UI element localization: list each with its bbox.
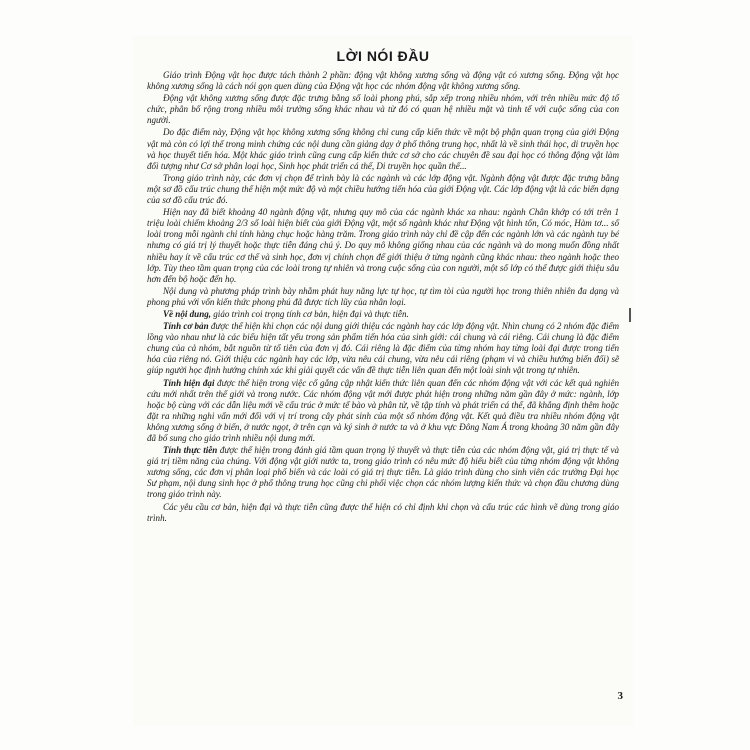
paragraph [147,445,619,500]
paragraph-text: Các yêu cầu cơ bản, hiện đại và thực tiễn cũng được thể hiện có chỉ định khi chọn và cấu trúc các hình vẽ dùng trong giáo trình. [147,501,619,523]
paragraph [147,93,619,126]
paragraph [147,321,619,376]
paragraph [147,286,619,308]
paragraph [147,207,619,285]
page-title: LỜI NÓI ĐẦU [336,48,430,64]
paragraph-text: Nội dung và phương pháp trình bày nhằm phát huy năng lực tự học, tự tìm tòi của người học trong thiên nhiên đa dạng và phong phú với vốn kiến thức phong phú đã được tích lũy của nhân loại. [147,285,619,307]
paragraph-text: Trong giáo trình này, các đơn vị chọn để trình bày là các ngành và các lớp động vật. Ngành động vật được đặc trưng bằng một sơ đồ cấu trúc chung thể hiện một mức độ và một chiều hướng tiến hóa của giới Động vật. Các lớp động vật là các biến dạng của sơ đồ cấu trúc đó. [147,172,619,206]
paragraph-lead: Tính cơ bản [163,321,209,332]
paragraph [147,173,619,206]
paragraph-text: giáo trình coi trọng tính cơ bản, hiện đại và thực tiễn. [211,308,409,319]
paragraph [147,378,619,445]
document-sheet [133,36,633,726]
paragraph-lead: Tính hiện đại [163,377,215,388]
paragraph-lead: Tính thực tiễn [163,445,218,456]
paragraph [147,502,619,524]
page-number: 3 [617,690,623,702]
paragraph-text: được thể hiện trong việc cố gắng cập nhật kiến thức liên quan đến các nhóm động vật với các kết quả nghiên cứu mới nhất trên thế giới và trong nước. Các nhóm động vật mới được phát hiện trong những năm gần đây ở mức: ngành, lớp hoặc bộ cùng với các dẫn liệu mới về cấu trúc ở mức tế bào và phân tử, về tập tính và phát triển cá thể, đã khẳng định thêm hoặc đặt ra những nghi vấn mới đối với vị trí trong cây phát sinh của một số nhóm động vật. Kết quả điều tra nhiều nhóm động vật không xương sống ở biển, ở nước ngọt, ở trên cạn và ký sinh ở nước ta và ở khu vực Đông Nam Á trong khoảng 30 năm gần đây đã bổ sung cho giáo trình nhiều nội dung mới. [147,377,619,443]
paragraph-lead: Về nội dung, [163,308,212,319]
paragraph [147,309,619,320]
paragraph [147,127,619,171]
paragraph-text: được thể hiện trong đánh giá tầm quan trọng lý thuyết và thực tiễn của các nhóm động vật, giá trị thực tế và giá trị tiềm năng của chúng. Với động vật giới nước ta, trong giáo trình có nêu mức độ hiểu biết của từng nhóm động vật không xương sống, các đơn vị phân loại phổ biến và các loài có giá trị thực tiễn. Là giáo trình dùng cho sinh viên các trường Đại học Sư phạm, nội dung sinh học ở phổ thông trung học cũng chi phối việc chọn các nhóm lượng kiến thức và chọn đầu chương dùng trong giáo trình này. [147,445,619,500]
paragraph-text: Động vật không xương sống được đặc trưng bằng số loài phong phú, sắp xếp trong nhiều nhóm, với trên nhiều mức độ tổ chức, phân bố rộng trong nhiều môi trường sống khác nhau và từ đó có quan hệ nhiều mặt và tinh tế với cuộc sống của con người. [147,93,619,126]
paragraph-text: Do đặc điểm này, Động vật học không xương sống không chỉ cung cấp kiến thức về một bộ phận quan trọng của giới Động vật mà còn có lợi thế trong minh chứng các nội dung cần giảng dạy ở phổ thông trung học, nhất là về sinh thái học, di truyền học và học thuyết tiến hóa. Một khác giáo trình cũng cung cấp kiến thức cơ sở cho các chuyên đề sau đại học có thông động vật làm đối tượng như Cơ sở phân loại học, Sinh học phát triển cá thể, Di truyền học quần thể... [147,127,619,171]
document-body [147,70,619,525]
paragraph-text: Hiện nay đã biết khoảng 40 ngành động vật, nhưng quy mô của các ngành khác xa nhau: ngành Chân khớp có tới trên 1 triệu loài chiếm khoảng 2/3 số loài hiện biết của giới Động vật, một số ngành khác như Động vật hình tổn, Có móc, Hàm tơ... số loài trong mỗi ngành chỉ tính hàng chục hoặc hàng trăm. Trong giáo trình này chỉ đề cập đến các ngành lớn và các ngành tuy bé nhưng có giá trị lý thuyết hoặc thực tiễn đáng chú ý. Do quy mô không giống nhau của các ngành và do mong muốn đồng nhất nhiều hay ít về cấu trúc cơ thể và sinh học, đơn vị chính chọn để giới thiệu ở từng ngành cũng khác nhau: theo ngành hoặc theo lớp. Tùy theo tầm quan trọng của các loài trong tự nhiên và trong cuộc sống của con người, một số lớp có thể được giới thiệu sâu hơn đến bộ hoặc đến họ. [147,207,619,284]
margin-mark [629,308,631,322]
paragraph-text: được thể hiện khi chọn các nội dung giới thiệu các ngành hay các lớp động vật. Nhìn chung có 2 nhóm đặc điểm lồng vào nhau như là các biểu hiện tất yếu trong sản phẩm tiến hóa của sinh giới: cái chung và cái riêng. Cái chung là đặc điểm chung của cả nhóm, bắt nguồn từ tổ tiên của đơn vị đó. Cái riêng là đặc điểm của từng nhóm hay từng loài đại được trong tiến hóa của riêng nó. Giới thiệu các ngành hay các lớp, vừa nêu cái chung, vừa nêu cái riêng (phạm vi và chiều hướng biến đổi) sẽ giúp người học định hướng chính xác khi giải quyết các vấn đề thực tiễn liên quan đến một loài sinh vật trong tự nhiên. [147,321,620,376]
paragraph [147,70,619,92]
paragraph-text: Giáo trình Động vật học được tách thành 2 phần: động vật không xương sống và động vật có xương sống. Động vật học không xương sống là cách nói gọn quen dùng của Động vật học các nhóm động vật không xương sống. [147,70,619,92]
